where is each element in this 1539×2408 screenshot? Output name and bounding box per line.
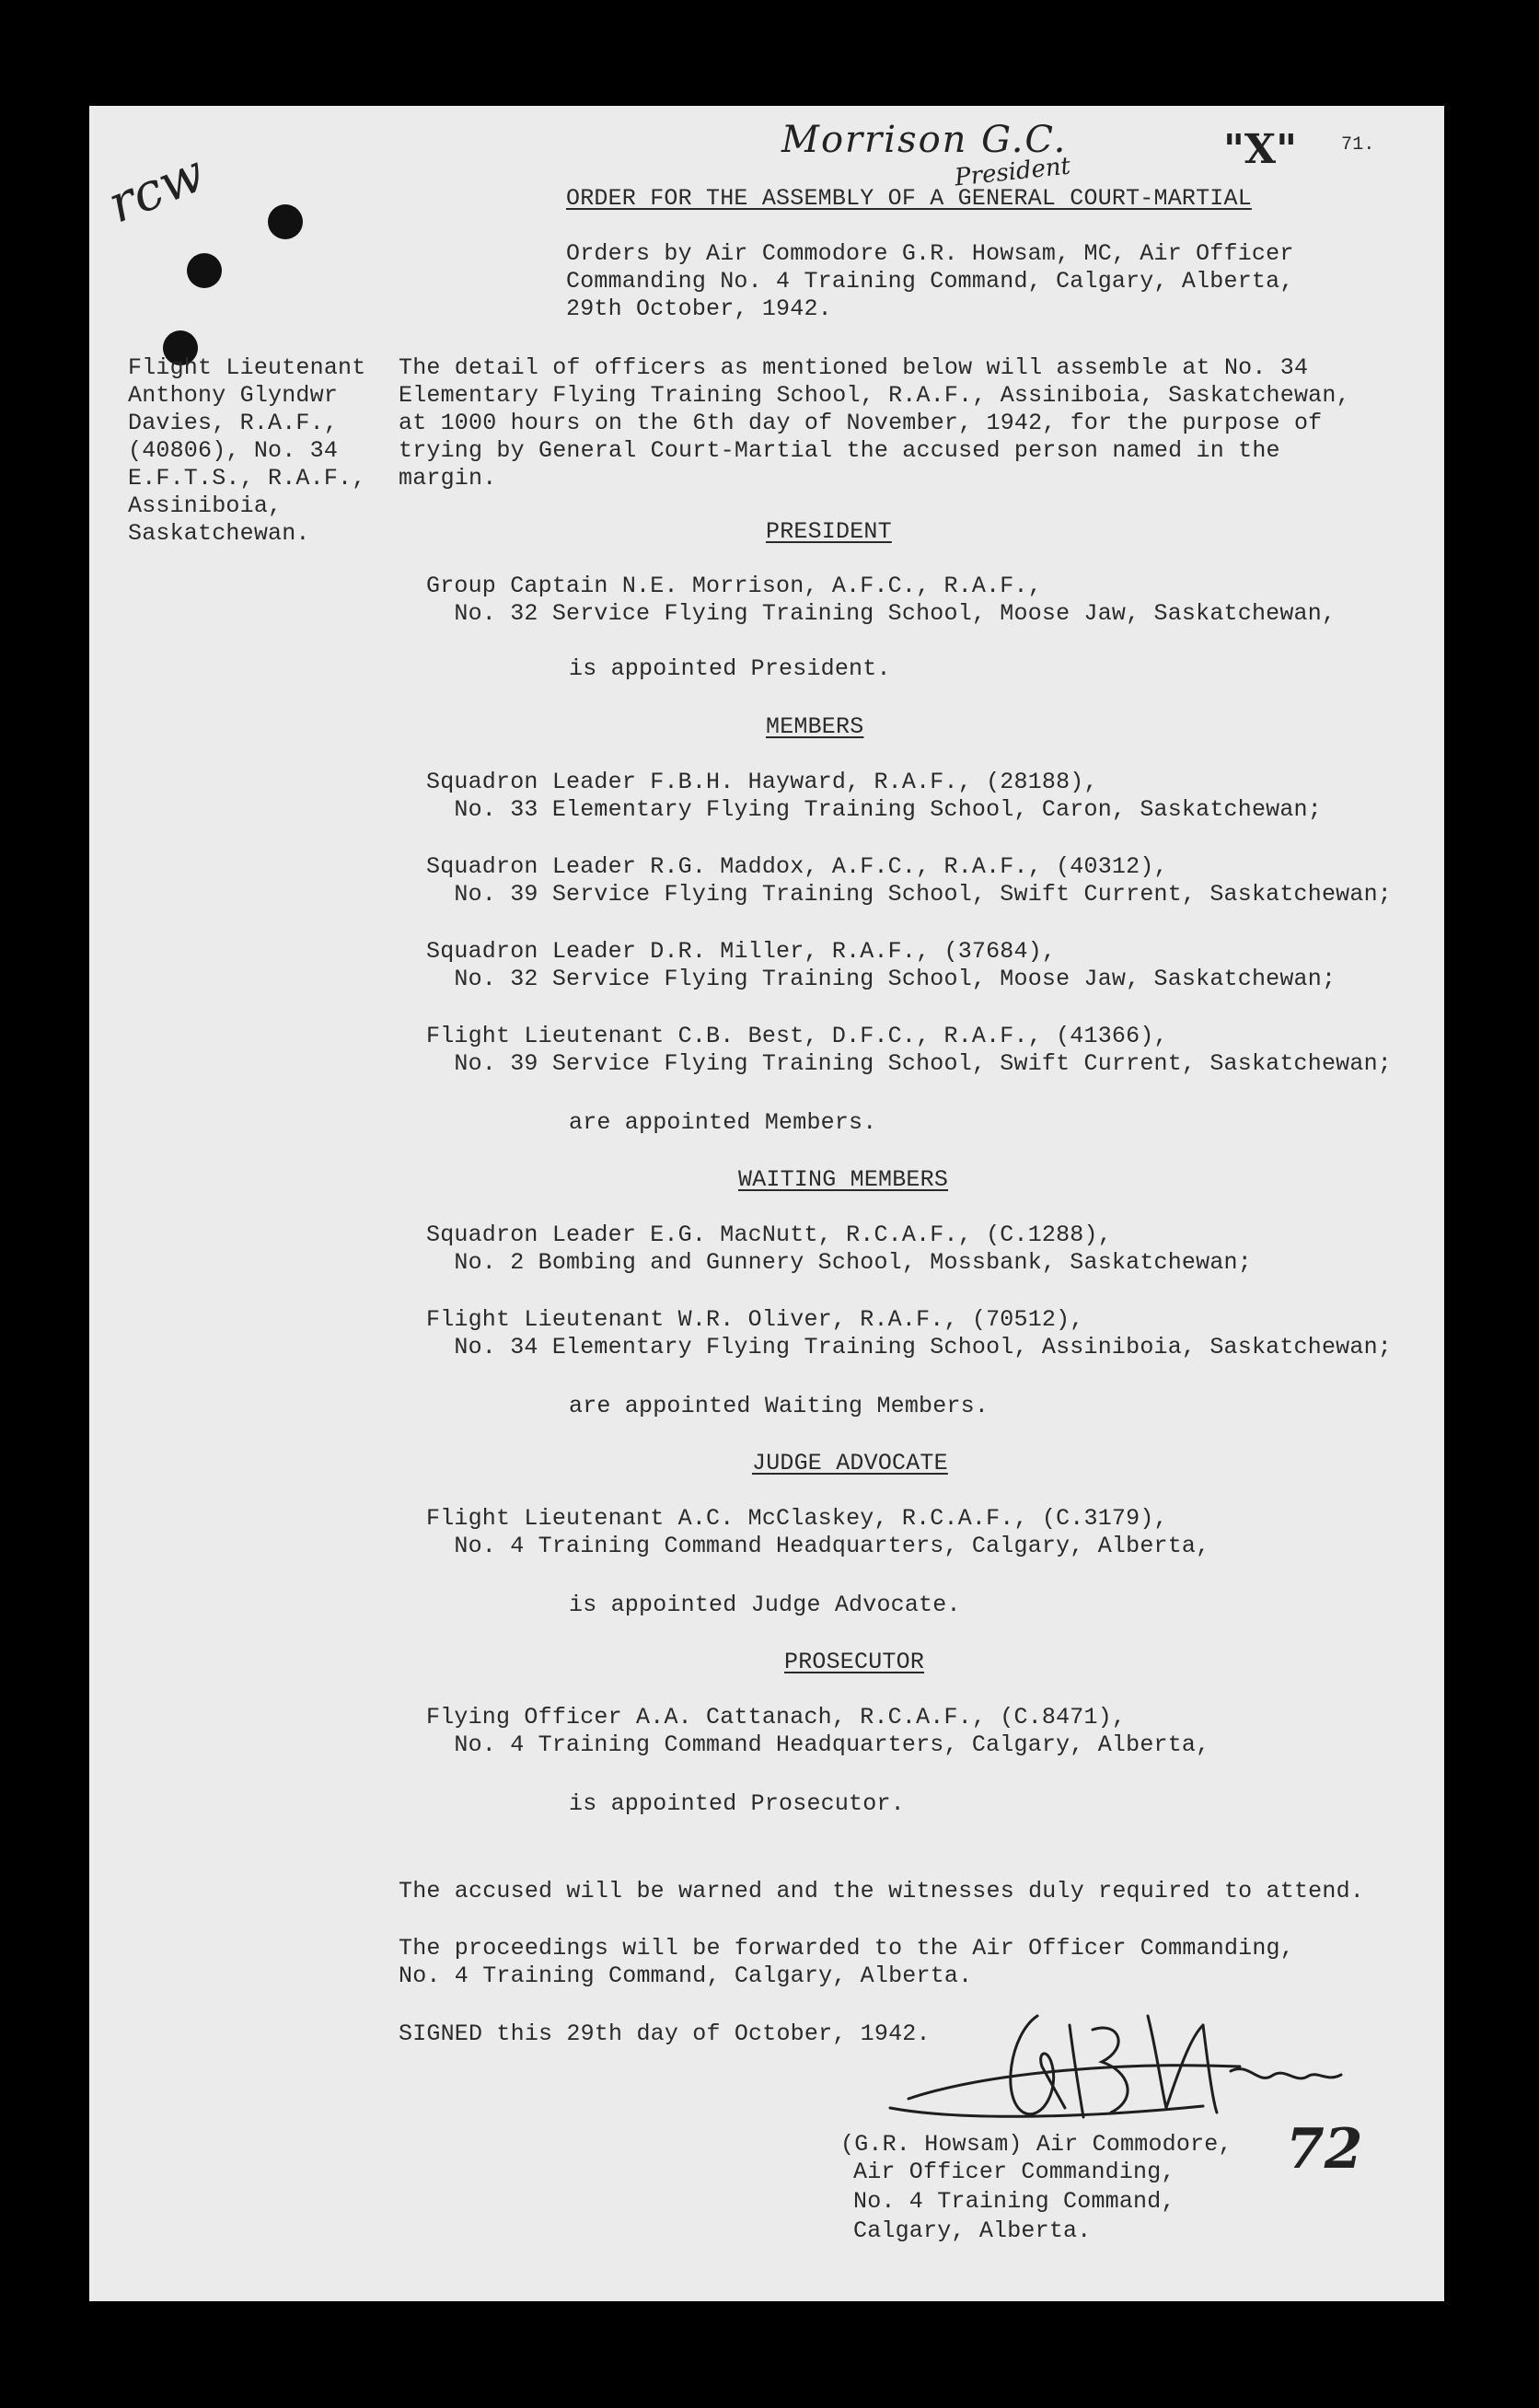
prosecutor-entry: No. 4 Training Command Headquarters, Calgary, Alberta, [426,1731,1210,1758]
waiting-appointed: are appointed Waiting Members. [569,1393,989,1419]
signature-line: (G.R. Howsam) Air Commodore, [840,2131,1232,2158]
intro-line: The detail of officers as mentioned below will assemble at No. 34 [399,354,1309,381]
margin-line: (40806), No. 34 [128,437,339,464]
member-entry: No. 32 Service Flying Training School, Moose Jaw, Saskatchewan; [426,966,1336,992]
president-entry: Group Captain N.E. Morrison, A.F.C., R.A.F., [426,573,1042,599]
orders-line: 29th October, 1942. [566,295,832,322]
document-page [89,106,1444,2301]
closing-forwarded: No. 4 Training Command, Calgary, Alberta. [399,1962,973,1989]
margin-line: Anthony Glyndwr [128,382,339,409]
page-number: 71. [1341,134,1375,156]
judge-advocate-appointed: is appointed Judge Advocate. [569,1592,961,1618]
member-entry: No. 39 Service Flying Training School, Swift Current, Saskatchewan; [426,881,1392,908]
member-entry: No. 33 Elementary Flying Training School, Caron, Saskatchewan; [426,796,1322,823]
president-appointed: is appointed President. [569,655,891,682]
member-entry: Flight Lieutenant C.B. Best, D.F.C., R.A.F., (41366), [426,1023,1168,1049]
member-entry: Squadron Leader D.R. Miller, R.A.F., (37684), [426,938,1057,965]
document-title: ORDER FOR THE ASSEMBLY OF A GENERAL COURT-MARTIAL [566,185,1252,212]
signature-line: No. 4 Training Command, [853,2188,1175,2215]
intro-line: Elementary Flying Training School, R.A.F., Assiniboia, Saskatchewan, [399,382,1350,409]
signature-line: Air Officer Commanding, [853,2159,1175,2185]
section-heading-judge-advocate: JUDGE ADVOCATE [752,1450,948,1476]
prosecutor-appointed: is appointed Prosecutor. [569,1790,905,1817]
corner-initials: rcw [99,143,214,236]
closing-forwarded: The proceedings will be forwarded to the Air Officer Commanding, [399,1935,1294,1962]
judge-advocate-entry: Flight Lieutenant A.C. McClaskey, R.C.A.F., (C.3179), [426,1505,1168,1532]
president-entry: No. 32 Service Flying Training School, Moose Jaw, Saskatchewan, [426,600,1336,627]
members-appointed: are appointed Members. [569,1109,877,1136]
x-mark: "X" [1223,126,1297,173]
waiting-member-entry: Flight Lieutenant W.R. Oliver, R.A.F., (70512), [426,1306,1084,1333]
punch-hole [187,253,222,288]
signature-line: Calgary, Alberta. [853,2217,1092,2244]
orders-line: Commanding No. 4 Training Command, Calgary, Alberta, [566,268,1294,295]
handwritten-page-number: 72 [1286,2117,1363,2182]
section-heading-president: PRESIDENT [766,518,892,545]
punch-hole [268,204,303,239]
intro-line: margin. [399,465,497,492]
intro-line: trying by General Court-Martial the accused person named in the [399,437,1280,464]
signed-date: SIGNED this 29th day of October, 1942. [399,2020,931,2047]
orders-line: Orders by Air Commodore G.R. Howsam, MC, Air Officer [566,240,1294,267]
member-entry: Squadron Leader R.G. Maddox, A.F.C., R.A.F., (40312), [426,853,1168,880]
waiting-member-entry: No. 34 Elementary Flying Training School, Assiniboia, Saskatchewan; [426,1334,1392,1360]
margin-line: Assiniboia, [128,492,283,519]
waiting-member-entry: Squadron Leader E.G. MacNutt, R.C.A.F., (C.1288), [426,1221,1112,1248]
closing-warned: The accused will be warned and the witnesses duly required to attend. [399,1878,1364,1904]
section-heading-members: MEMBERS [766,713,864,740]
member-entry: No. 39 Service Flying Training School, Swift Current, Saskatchewan; [426,1050,1392,1077]
margin-line: Davies, R.A.F., [128,410,339,436]
section-heading-waiting-members: WAITING MEMBERS [738,1166,949,1193]
top-scrawl-sub: President [953,152,1072,192]
margin-line: Flight Lieutenant [128,354,366,381]
prosecutor-entry: Flying Officer A.A. Cattanach, R.C.A.F., (C.8471), [426,1704,1127,1731]
top-scrawl: Morrison G.C. [781,119,1068,161]
member-entry: Squadron Leader F.B.H. Hayward, R.A.F., (28188), [426,769,1098,795]
section-heading-prosecutor: PROSECUTOR [784,1649,925,1675]
waiting-member-entry: No. 2 Bombing and Gunnery School, Mossbank, Saskatchewan; [426,1249,1252,1276]
margin-line: Saskatchewan. [128,520,310,547]
judge-advocate-entry: No. 4 Training Command Headquarters, Calgary, Alberta, [426,1533,1210,1559]
margin-line: E.F.T.S., R.A.F., [128,465,366,492]
intro-line: at 1000 hours on the 6th day of November, 1942, for the purpose of [399,410,1323,436]
handwritten-signature [853,1997,1369,2136]
